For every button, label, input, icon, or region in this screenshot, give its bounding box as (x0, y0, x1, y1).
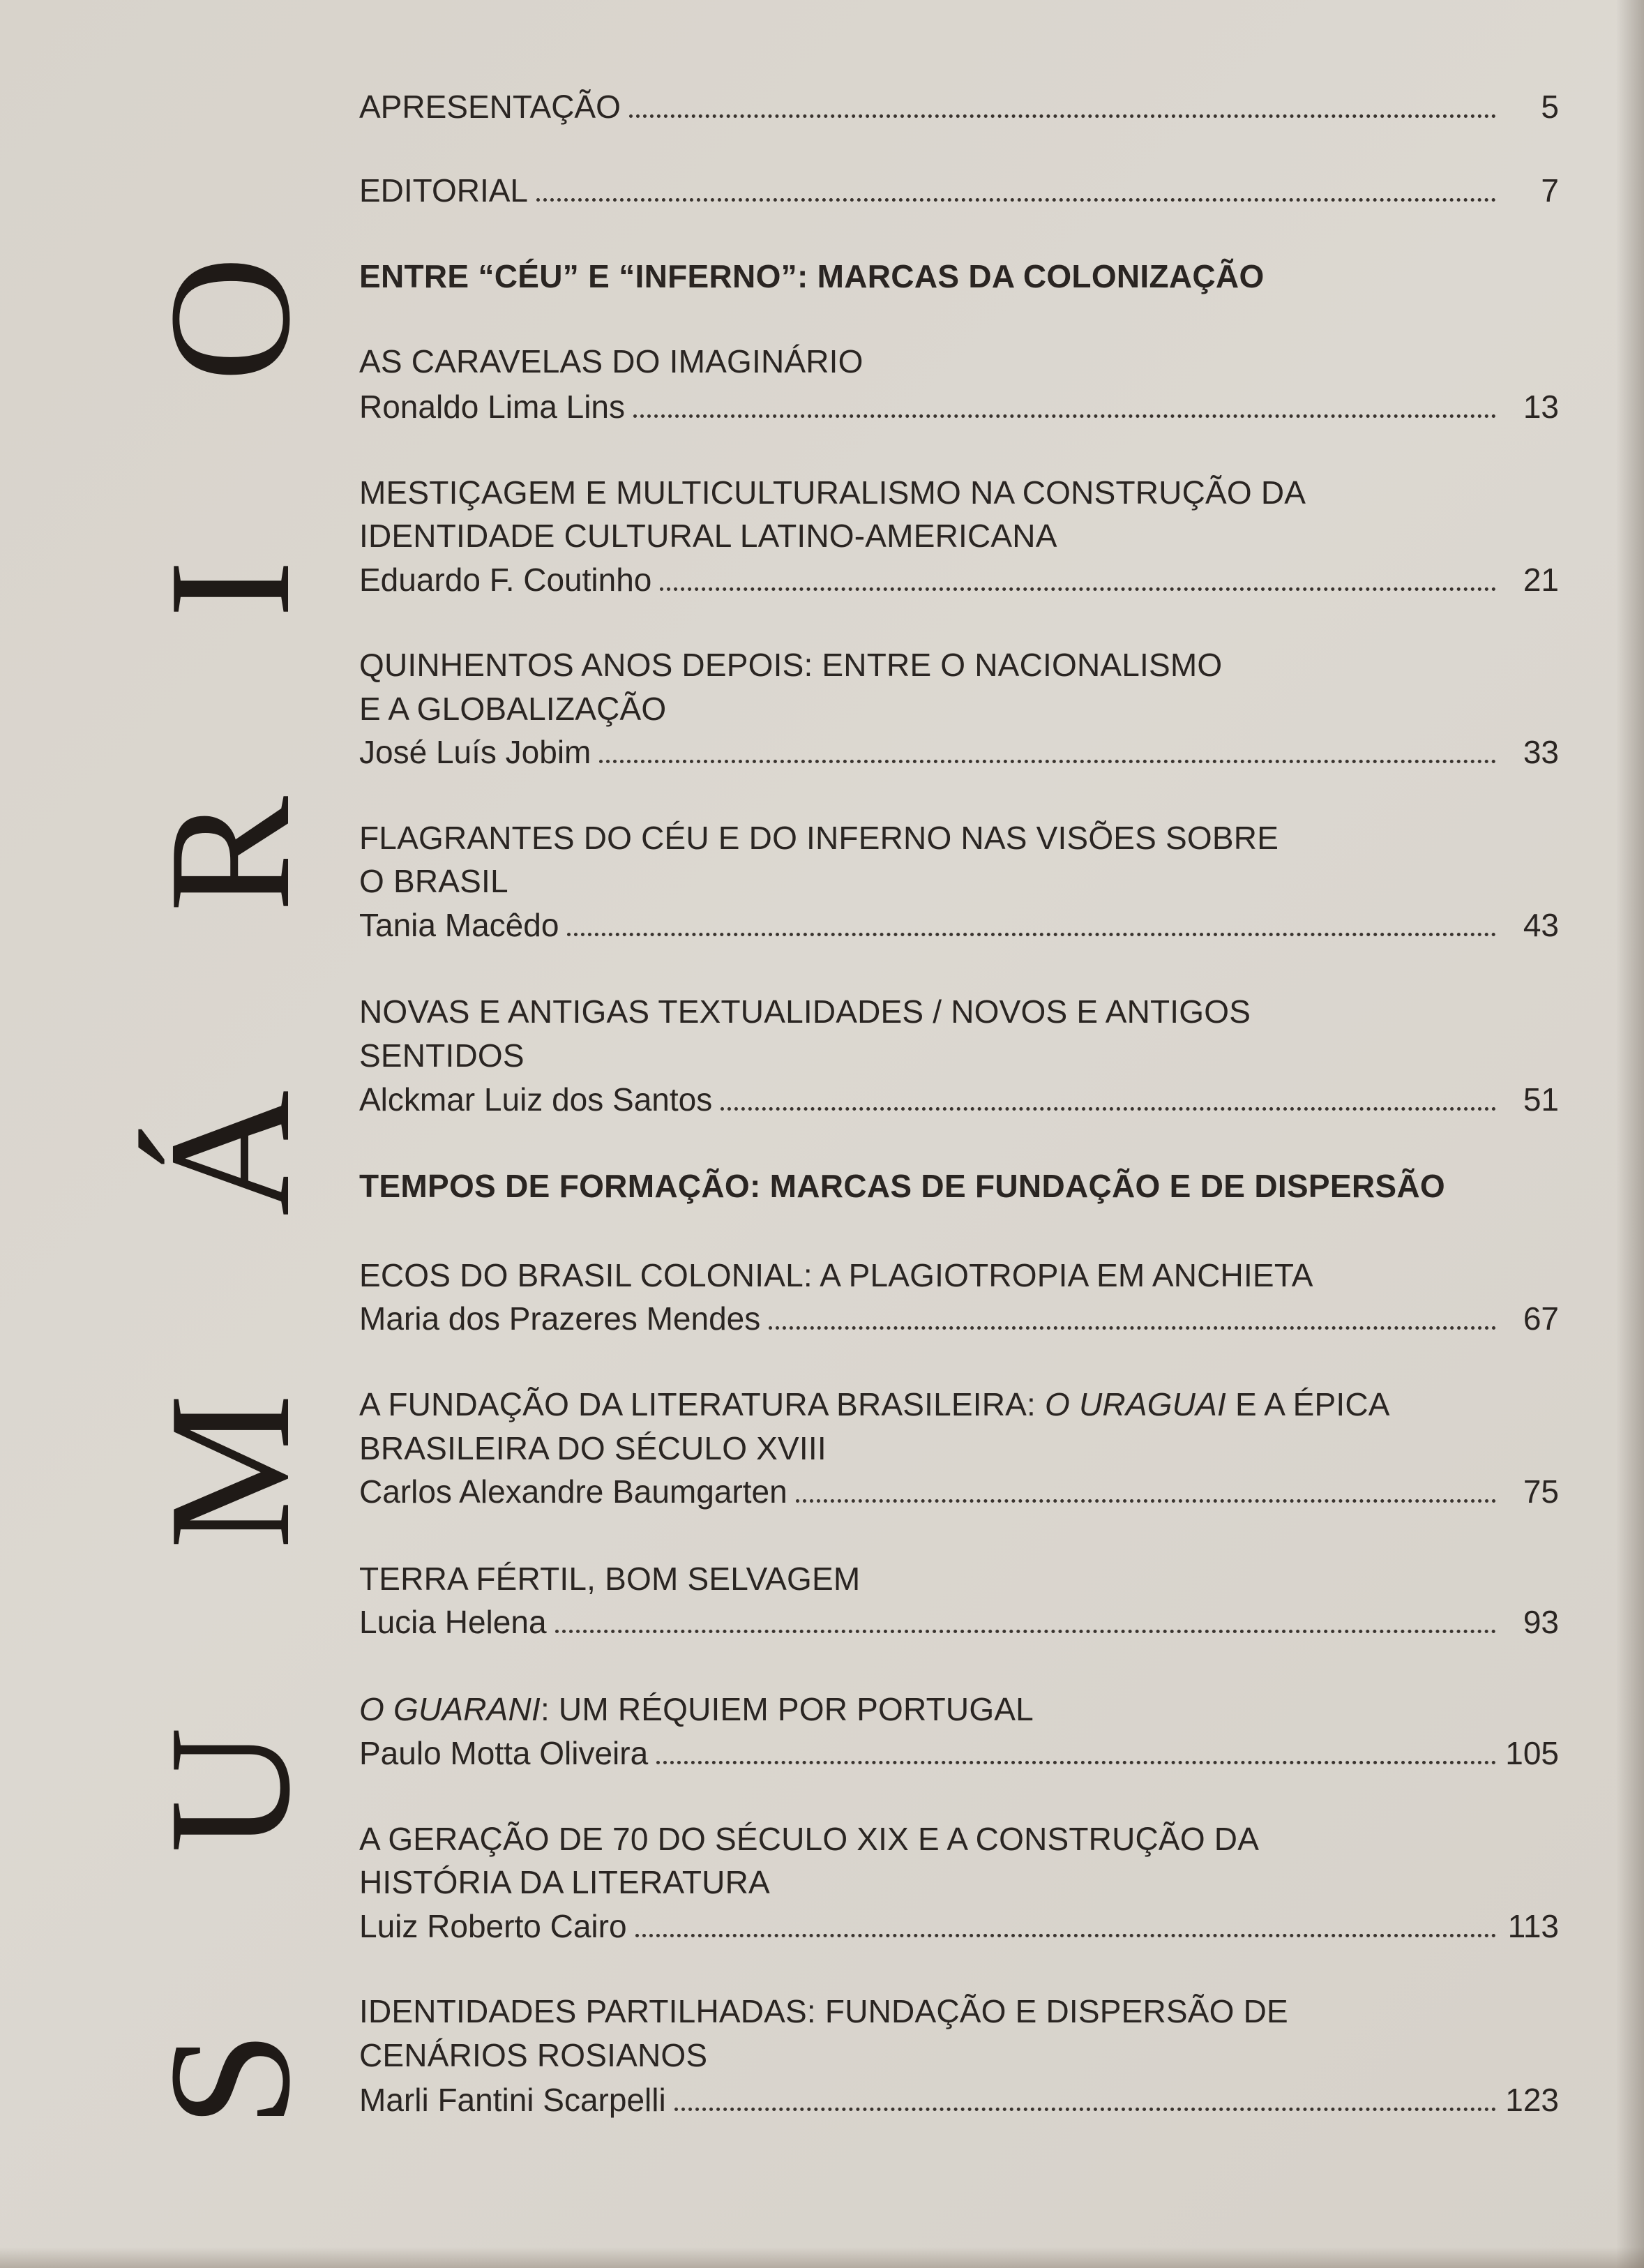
page-number: 43 (1523, 907, 1559, 943)
entry-title: IDENTIDADE CULTURAL LATINO-AMERICANA (359, 518, 1057, 554)
entry-author: Eduardo F. Coutinho (359, 562, 652, 598)
toc-entry-row[interactable] (359, 906, 1559, 945)
dot-leader (674, 2105, 1496, 2111)
toc-entry-row[interactable] (359, 1299, 1559, 1338)
entry-title: A GERAÇÃO DE 70 DO SÉCULO XIX E A CONSTRUÇÃO DA (359, 1821, 1260, 1857)
entry-title: TERRA FÉRTIL, BOM SELVAGEM (359, 1561, 861, 1597)
dot-leader (656, 1758, 1496, 1764)
entry-title: AS CARAVELAS DO IMAGINÁRIO (359, 343, 864, 380)
entry-title-italic: O GUARANI (359, 1691, 541, 1727)
page-number: 123 (1505, 2082, 1559, 2118)
entry-title (359, 1690, 1034, 1729)
entry-title: E A GLOBALIZAÇÃO (359, 691, 667, 727)
section-heading-2: TEMPOS DE FORMAÇÃO: MARCAS DE FUNDAÇÃO E DE DISPERSÃO (359, 1168, 1445, 1204)
toc-entry-apresentacao[interactable] (359, 87, 1559, 126)
section-heading-1: ENTRE “CÉU” E “INFERNO”: MARCAS DA COLONIZAÇÃO (359, 258, 1265, 294)
entry-author: Luiz Roberto Cairo (359, 1908, 627, 1944)
entry-title: BRASILEIRA DO SÉCULO XVIII (359, 1430, 827, 1466)
entry-author: Maria dos Prazeres Mendes (359, 1300, 761, 1337)
entry-title: NOVAS E ANTIGAS TEXTUALIDADES / NOVOS E ANTIGOS (359, 993, 1251, 1030)
toc-entry-row[interactable] (359, 1602, 1559, 1642)
entry-label: EDITORIAL (359, 172, 528, 209)
entry-label: APRESENTAÇÃO (359, 89, 621, 125)
entry-author: José Luís Jobim (359, 734, 591, 770)
toc-entry-row[interactable] (359, 387, 1559, 426)
page-number: 93 (1523, 1604, 1559, 1640)
toc-entry-row[interactable] (359, 1472, 1559, 1511)
dot-leader (721, 1104, 1496, 1111)
toc-entry-row[interactable] (359, 2080, 1559, 2119)
page-number: 51 (1523, 1081, 1559, 1118)
toc-entry-row[interactable] (359, 560, 1559, 599)
entry-author: Marli Fantini Scarpelli (359, 2082, 666, 2118)
table-of-contents (359, 0, 1562, 2268)
page-number: 67 (1523, 1300, 1559, 1337)
page-number: 5 (1541, 89, 1559, 125)
entry-title: HISTÓRIA DA LITERATURA (359, 1864, 770, 1900)
dot-leader (567, 930, 1496, 936)
page-number: 105 (1505, 1735, 1559, 1771)
page-number: 21 (1523, 562, 1559, 598)
entry-title: O BRASIL (359, 863, 508, 899)
page-number: 113 (1507, 1908, 1559, 1944)
dot-leader (629, 112, 1496, 118)
toc-entry-row[interactable] (359, 1080, 1559, 1119)
dot-leader (769, 1323, 1496, 1330)
toc-entry-editorial[interactable] (359, 171, 1559, 210)
page-number: 7 (1541, 172, 1559, 209)
entry-author: Paulo Motta Oliveira (359, 1735, 649, 1771)
dot-leader (660, 585, 1496, 591)
page-edge-shadow (1616, 0, 1644, 2268)
vertical-title: SUMÁRIO (133, 78, 326, 2128)
page-number: 33 (1523, 734, 1559, 770)
entry-title-part: E A ÉPICA (1226, 1386, 1390, 1422)
page-number: 75 (1523, 1473, 1559, 1510)
dot-leader (633, 412, 1496, 418)
entry-title (359, 1385, 1390, 1424)
dot-leader (536, 195, 1496, 202)
entry-title: FLAGRANTES DO CÉU E DO INFERNO NAS VISÕES SOBRE (359, 820, 1279, 856)
entry-title-part: A FUNDAÇÃO DA LITERATURA BRASILEIRA: (359, 1386, 1046, 1422)
entry-author: Ronaldo Lima Lins (359, 389, 626, 425)
dot-leader (635, 1931, 1496, 1937)
entry-title-italic: O URAGUAI (1045, 1386, 1226, 1422)
entry-title: CENÁRIOS ROSIANOS (359, 2037, 708, 2073)
entry-title: SENTIDOS (359, 1037, 525, 1074)
page-number: 13 (1523, 389, 1559, 425)
entry-author: Tania Macêdo (359, 907, 559, 943)
entry-title: MESTIÇAGEM E MULTICULTURALISMO NA CONSTRUÇÃO DA (359, 474, 1306, 511)
entry-author: Lucia Helena (359, 1604, 547, 1640)
entry-title: IDENTIDADES PARTILHADAS: FUNDAÇÃO E DISPERSÃO DE (359, 1993, 1288, 2029)
toc-entry-row[interactable] (359, 733, 1559, 772)
toc-entry-row[interactable] (359, 1734, 1559, 1773)
toc-entry-row[interactable] (359, 1907, 1559, 1946)
dot-leader (796, 1496, 1496, 1503)
dot-leader (599, 757, 1496, 763)
dot-leader (555, 1627, 1496, 1633)
entry-title-part: : UM RÉQUIEM POR PORTUGAL (540, 1691, 1034, 1727)
entry-author: Carlos Alexandre Baumgarten (359, 1473, 787, 1510)
entry-title: ECOS DO BRASIL COLONIAL: A PLAGIOTROPIA EM ANCHIETA (359, 1257, 1313, 1293)
entry-author: Alckmar Luiz dos Santos (359, 1081, 713, 1118)
entry-title: QUINHENTOS ANOS DEPOIS: ENTRE O NACIONALISMO (359, 647, 1223, 683)
